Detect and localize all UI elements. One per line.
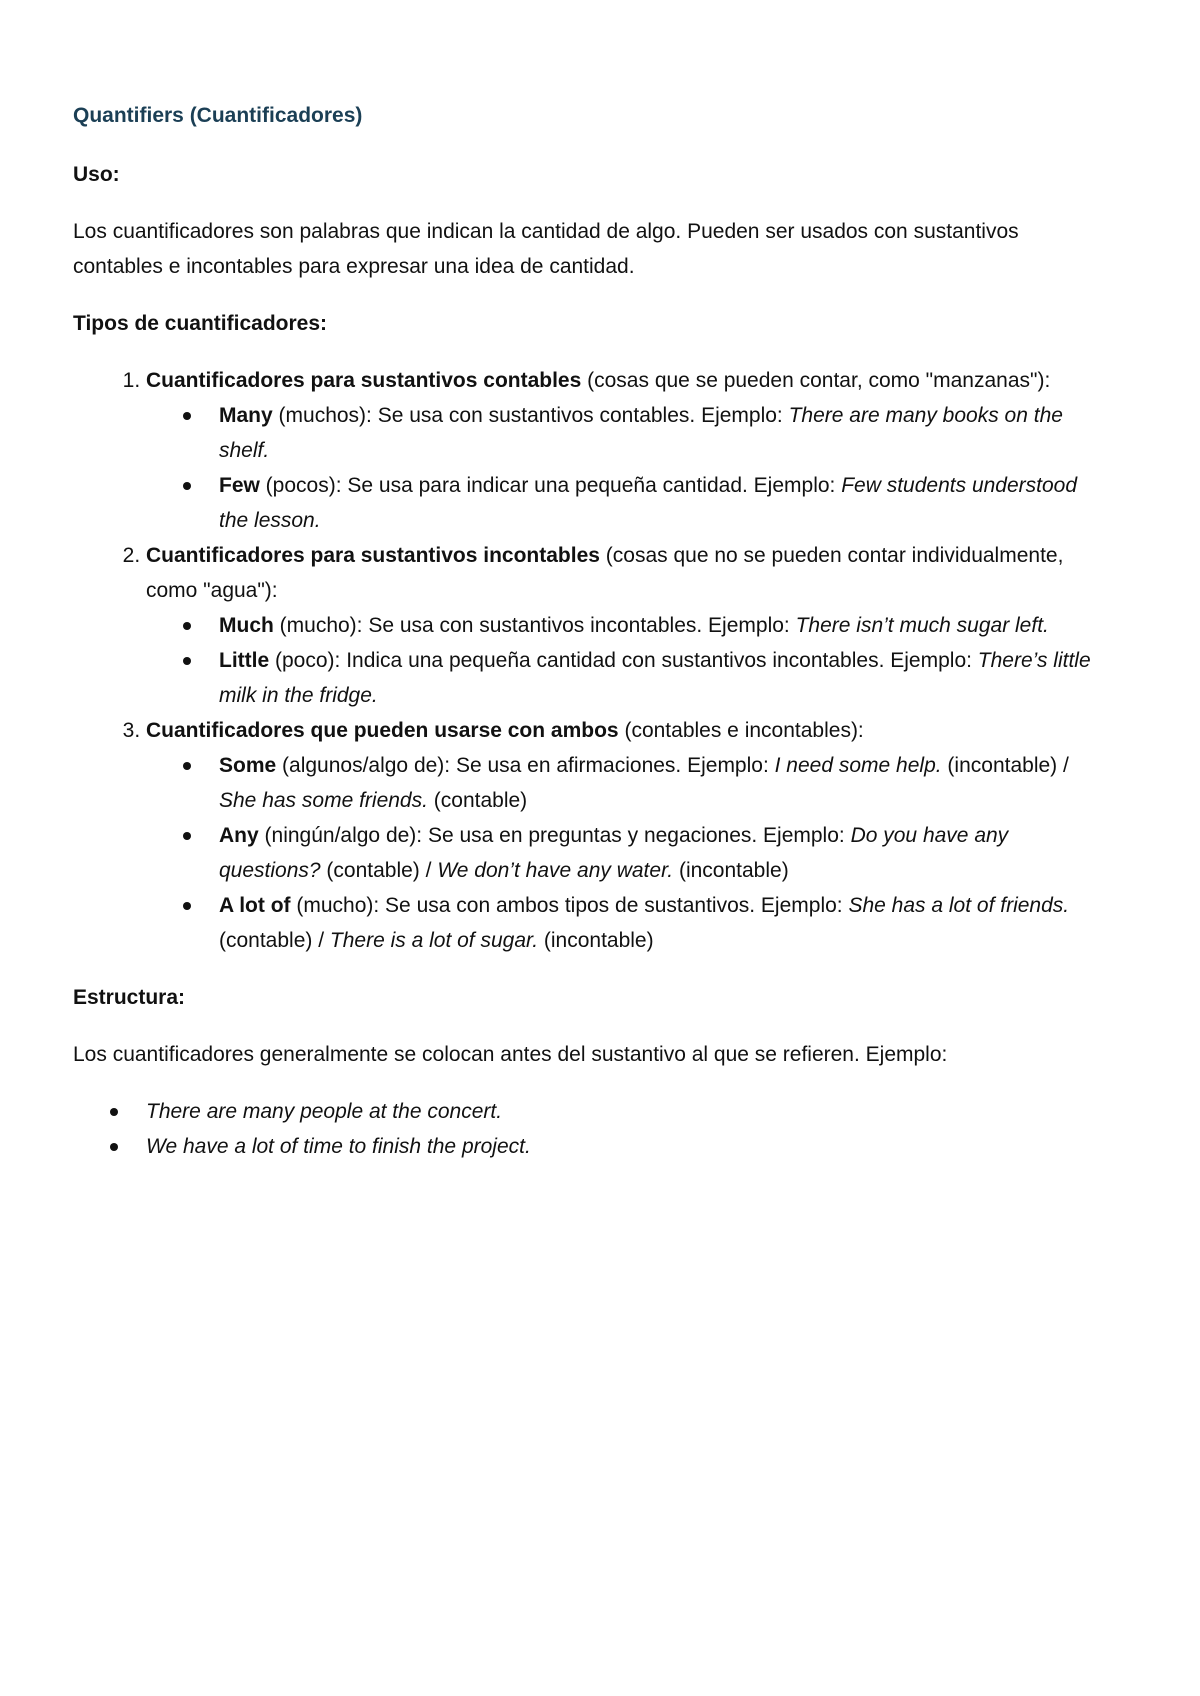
bullet-icon [183,482,191,490]
quantifier-term: Any [219,824,259,847]
example-text: We have a lot of time to finish the project. [146,1135,531,1158]
uso-paragraph: Los cuantificadores son palabras que indican la cantidad de algo. Pueden ser usados con sustantivos contables e incontables para expresar una idea de cantidad. [73,220,1019,278]
document-title: Quantifiers (Cuantificadores) [73,104,363,127]
example-text: I need some help. [774,754,942,777]
type-term: Cuantificadores para sustantivos contables [146,369,582,392]
example-separator: (contable) / [219,929,330,952]
bullet-icon [110,1108,118,1116]
example-end: (incontable) [538,929,654,952]
list-item [219,748,1100,818]
quantifier-term: Some [219,754,277,777]
example-text: There are many people at the concert. [146,1100,503,1123]
quantifier-term: Little [219,649,270,672]
bullet-icon [110,1143,118,1151]
structure-examples-list [73,1094,1100,1164]
estructura-heading: Estructura: [73,986,186,1009]
example-text: Few students understood the lesson. [219,474,1078,532]
example-end: (contable) [427,789,528,812]
tipos-heading: Tipos de cuantificadores: [73,312,327,335]
type-desc: (contables e incontables): [618,719,864,742]
estructura-paragraph: Los cuantificadores generalmente se colocan antes del sustantivo al que se refieren. Ejemplo: [73,1043,948,1066]
list-item [146,1129,1100,1164]
list-item [219,468,1100,538]
example-text: We don’t have any water. [437,859,674,882]
example-text: There are many books on the shelf. [219,404,1063,462]
quantifier-term: A lot of [219,894,291,917]
bullet-icon [183,622,191,630]
example-text: She has a lot of friends. [848,894,1070,917]
quantifier-desc: (algunos/algo de): Se usa en afirmaciones. Ejemplo: [276,754,775,777]
list-item [219,608,1100,643]
quantifier-term: Much [219,614,274,637]
example-text: There is a lot of sugar. [329,929,539,952]
list-item [219,818,1100,888]
quantifier-desc: (muchos): Se usa con sustantivos contables. Ejemplo: [272,404,789,427]
type-item-uncountable [146,538,1100,713]
sub-list [146,748,1100,958]
example-separator: (contable) / [320,859,438,882]
list-item [146,1094,1100,1129]
quantifier-term: Few [219,474,260,497]
example-end: (incontable) [673,859,789,882]
sub-list [146,608,1100,713]
list-item [219,398,1100,468]
example-text: Do you have any questions? [219,824,1009,882]
example-text: She has some friends. [219,789,428,812]
type-item-both [146,713,1100,958]
example-text: There’s little milk in the fridge. [219,649,1091,707]
quantifier-desc: (mucho): Se usa con sustantivos incontables. Ejemplo: [273,614,796,637]
bullet-icon [183,657,191,665]
example-separator: (incontable) / [941,754,1069,777]
type-term: Cuantificadores que pueden usarse con ambos [146,719,619,742]
quantifier-desc: (mucho): Se usa con ambos tipos de sustantivos. Ejemplo: [290,894,849,917]
list-item [219,643,1100,713]
type-item-countable [146,363,1100,538]
bullet-icon [183,412,191,420]
example-text: There isn’t much sugar left. [795,614,1049,637]
sub-list [146,398,1100,538]
quantifier-term: Many [219,404,273,427]
quantifier-desc: (poco): Indica una pequeña cantidad con sustantivos incontables. Ejemplo: [269,649,978,672]
bullet-icon [183,902,191,910]
quantifier-desc: (pocos): Se usa para indicar una pequeña cantidad. Ejemplo: [259,474,842,497]
uso-heading: Uso: [73,163,120,186]
bullet-icon [183,762,191,770]
list-item [219,888,1100,958]
bullet-icon [183,832,191,840]
type-desc: (cosas que no se pueden contar individualmente, como "agua"): [146,544,1064,602]
type-term: Cuantificadores para sustantivos incontables [146,544,600,567]
quantifier-types-list [73,363,1100,958]
quantifier-desc: (ningún/algo de): Se usa en preguntas y negaciones. Ejemplo: [258,824,851,847]
type-desc: (cosas que se pueden contar, como "manzanas"): [581,369,1051,392]
